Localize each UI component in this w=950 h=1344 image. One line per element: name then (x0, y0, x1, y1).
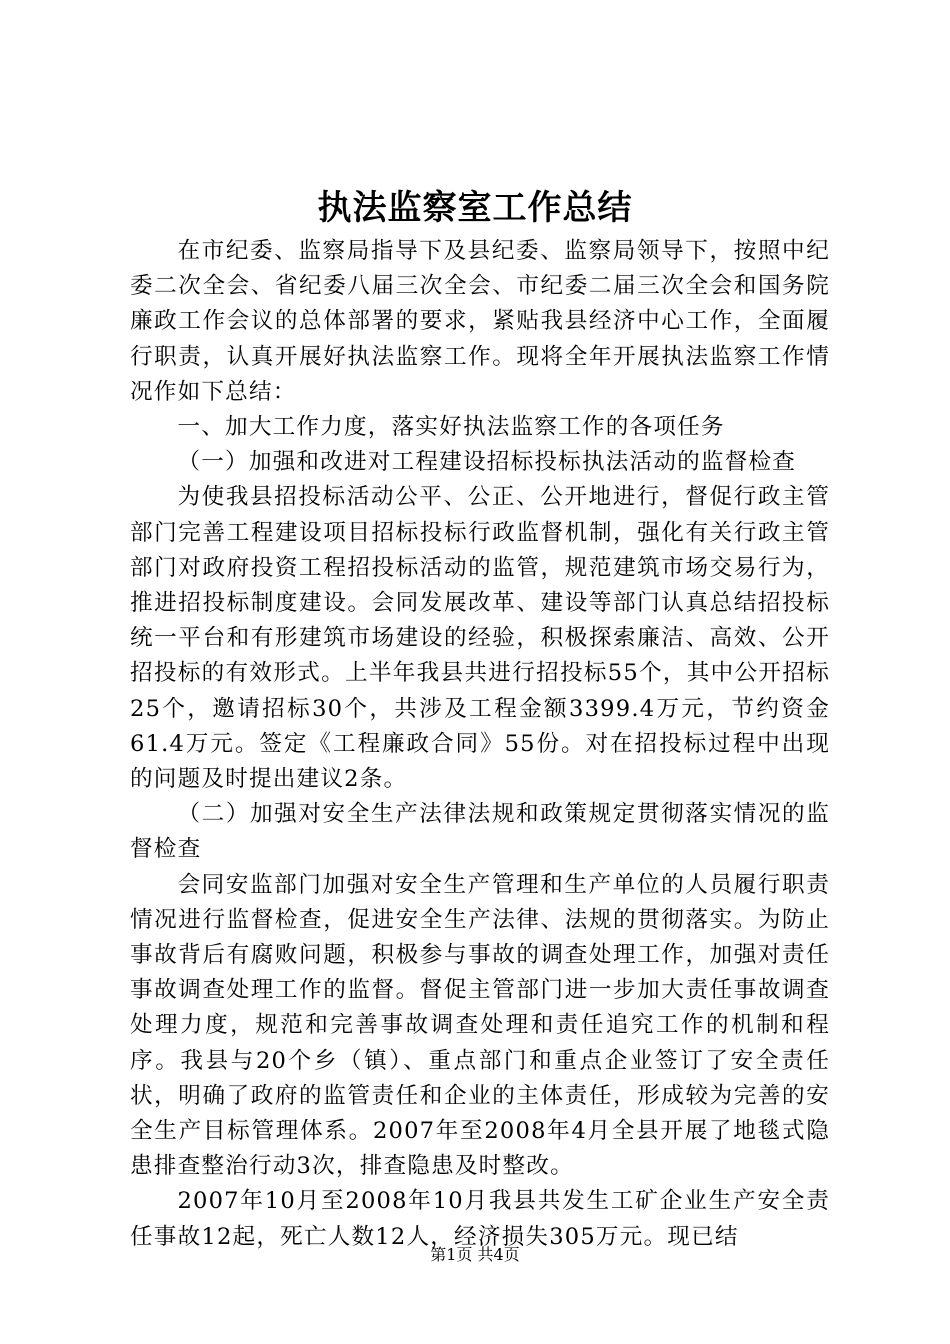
document-body (130, 234, 830, 1255)
paragraph-intro: 在市纪委、监察局指导下及县纪委、监察局领导下，按照中纪委二次全会、省纪委八届三次全会、市纪委二届三次全会和国务院廉政工作会议的总体部署的要求，紧贴我县经济中心工作，全面履行职责，认真开展好执法监察工作。现将全年开展执法监察工作情况作如下总结： (130, 238, 830, 405)
document-title: 执法监察室工作总结 (317, 188, 633, 228)
page-number: 第1页 共4页 (430, 1245, 520, 1264)
heading-section-1: 一、加大工作力度，落实好执法监察工作的各项任务 (177, 414, 725, 441)
paragraph-safety: 会同安监部门加强对安全生产管理和生产单位的人员履行职责情况进行监督检查，促进安全生产法律、法规的贯彻落实。为防止事故背后有腐败问题，积极参与事故的调查处理工作，加强对责任事故调查处理工作的监督。督促主管部门进一步加大责任事故调查处理力度，规范和完善事故调查处理和责任追究工作的机制和程序。我县与20个乡（镇）、重点部门和重点企业签订了安全责任状，明确了政府的监管责任和企业的主体责任，形成较为完善的安全生产目标管理体系。2007年至2008年4月全县开展了地毯式隐患排查整治行动3次，排查隐患及时整改。 (130, 871, 830, 1180)
heading-subsection-1: （一）加强和改进对工程建设招标投标执法活动的监督检查 (177, 449, 797, 476)
heading-subsection-2: （二）加强对安全生产法律法规和政策规定贯彻落实情况的监督检查 (130, 801, 830, 863)
paragraph-bidding: 为使我县招投标活动公平、公正、公开地进行，督促行政主管部门完善工程建设项目招标投标行政监督机制，强化有关行政主管部门对政府投资工程招投标活动的监管，规范建筑市场交易行为，推进招投标制度建设。会同发展改革、建设等部门认真总结招投标统一平台和有形建筑市场建设的经验，积极探索廉洁、高效、公开招投标的有效形式。上半年我县共进行招投标55个，其中公开招标25个，邀请招标30个，共涉及工程金额3399.4万元，节约资金61.4万元。签定《工程廉政合同》55份。对在招投标过程中出现的问题及时提出建议2条。 (130, 484, 830, 793)
paragraph-accidents: 2007年10月至2008年10月我县共发生工矿企业生产安全责任事故12起，死亡人数12人，经济损失305万元。现已结 (130, 1188, 830, 1250)
